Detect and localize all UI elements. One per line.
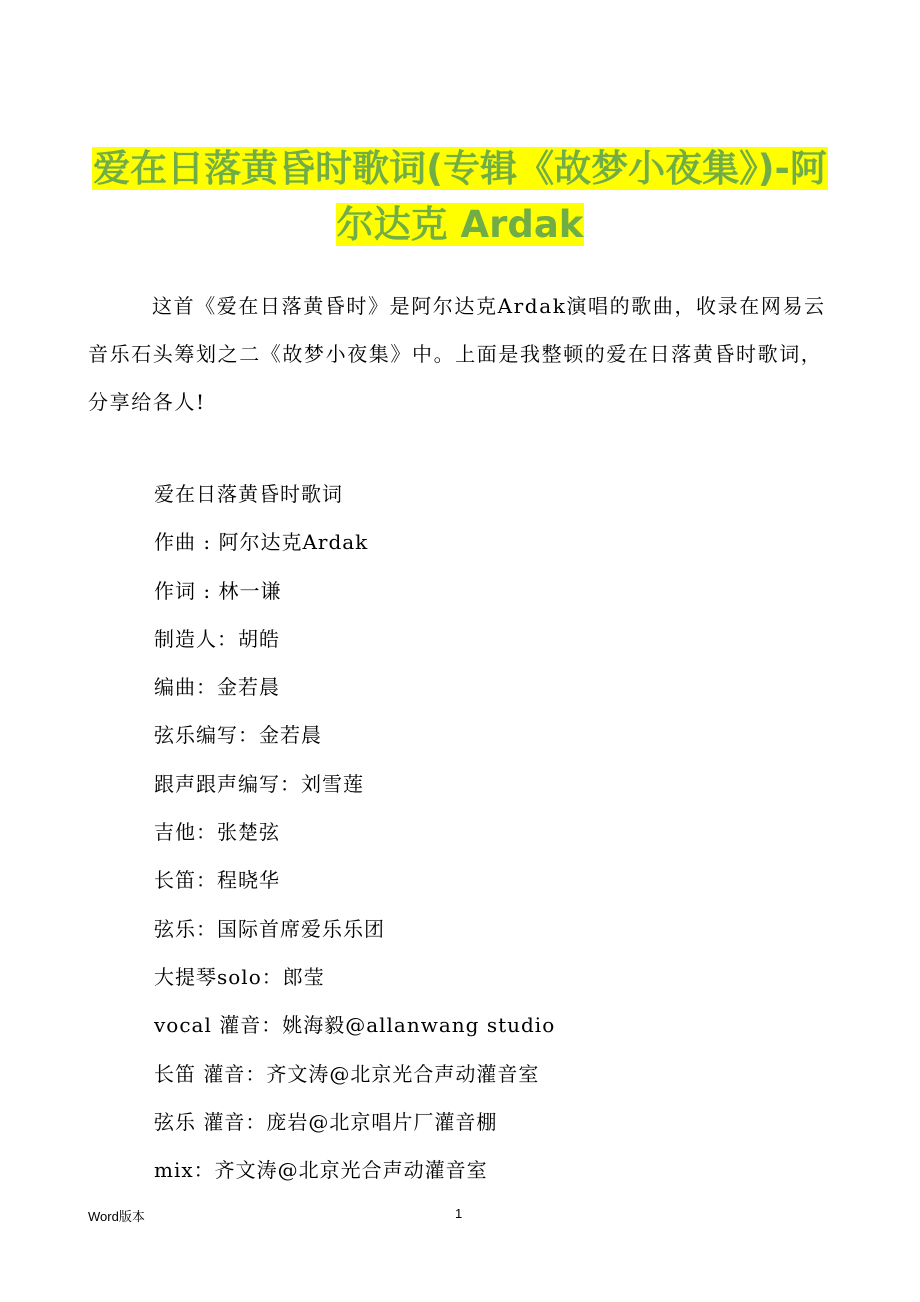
credit-line: 弦乐：国际首席爱乐乐团 [154,916,385,941]
credit-line: 弦乐 灌音：庞岩@北京唱片厂灌音棚 [154,1109,498,1134]
credit-line: vocal 灌音：姚海毅@allanwang studio [154,1013,556,1038]
credit-line: 制造人：胡皓 [154,626,280,651]
document-title-line-2 [0,198,920,252]
credit-line: 作曲 : 阿尔达克Ardak [154,530,369,555]
credit-line: 长笛 灌音：齐文涛@北京光合声动灌音室 [154,1061,540,1086]
document-title-line-1 [0,142,920,196]
credit-line: 大提琴solo：郎莹 [154,964,325,989]
credits-list [154,470,555,1194]
title-highlight: 爱在日落黄昏时歌词(专辑《故梦小夜集》)-阿 [93,147,827,190]
credit-line: 弦乐编写：金若晨 [154,723,322,748]
credit-line: 跟声跟声编写：刘雪莲 [154,771,364,796]
title-highlight: 尔达克 Ardak [336,203,584,246]
credit-line: 吉他：张楚弦 [154,820,280,845]
intro-paragraph: 这首《爱在日落黄昏时》是阿尔达克Ardak演唱的歌曲，收录在网易云音乐石头筹划之二《故梦小夜集》中。上面是我整顿的爱在日落黄昏时歌词，分享给各人! [88,294,826,414]
footer-page-number: 1 [455,1206,463,1221]
credit-line: 长笛：程晓华 [154,868,280,893]
lyrics-heading: 爱在日落黄昏时歌词 [154,482,343,506]
credit-line: 编曲：金若晨 [154,675,280,700]
footer-version-label: Word版本 [88,1209,145,1224]
credit-line: mix：齐文涛@北京光合声动灌音室 [154,1158,488,1183]
credit-line: 作词 : 林一谦 [154,578,282,603]
